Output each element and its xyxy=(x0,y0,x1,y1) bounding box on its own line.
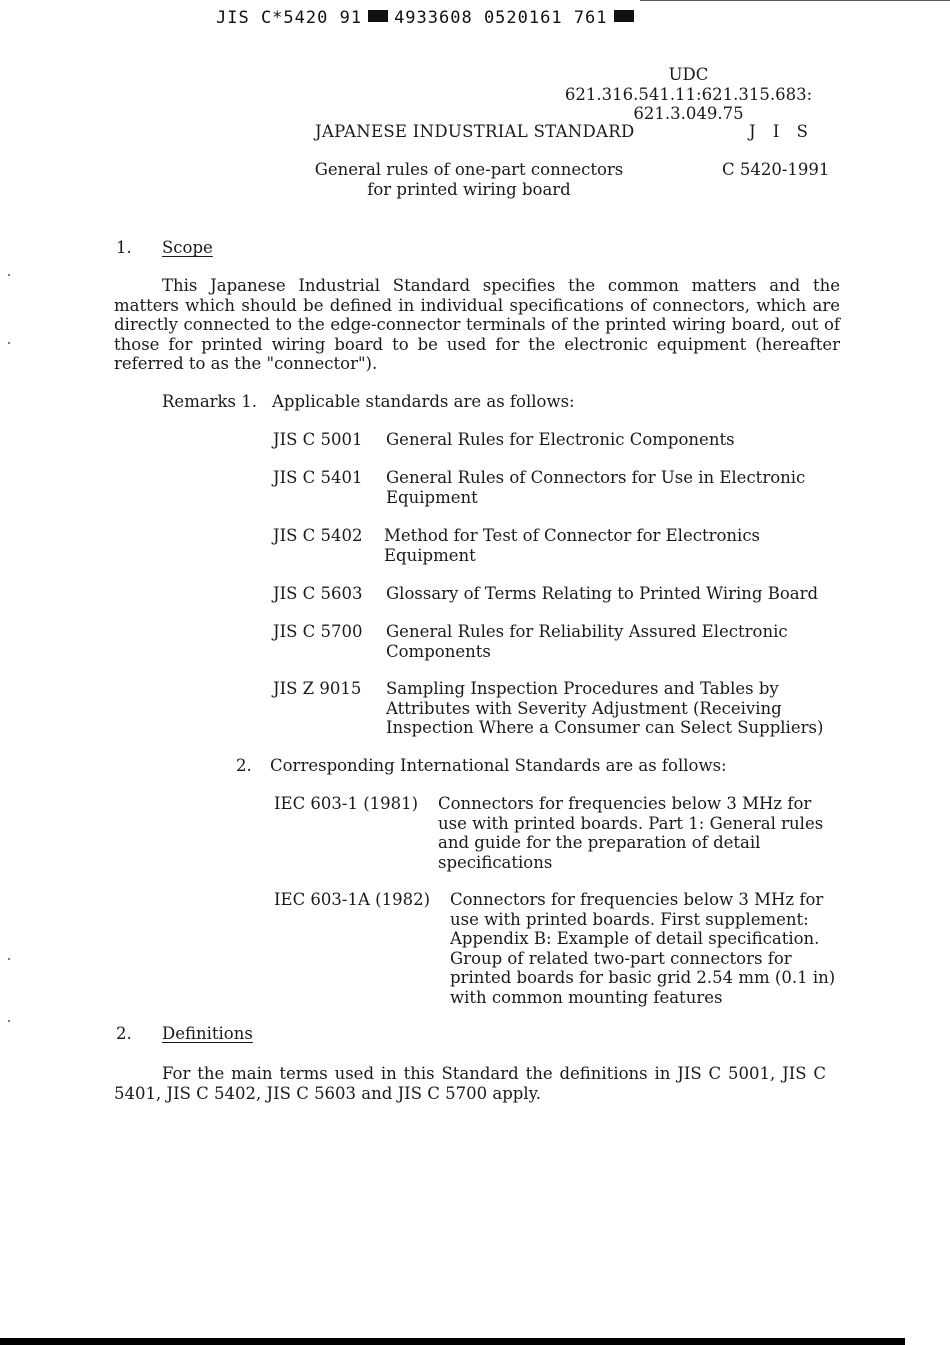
standard-name: JAPANESE INDUSTRIAL STANDARD xyxy=(315,122,635,141)
section2-title: Definitions xyxy=(162,1024,253,1043)
iec-title: Connectors for frequencies below 3 MHz for use with printed boards. First supplement: Appendix B: Example of detail specification. Group of related two-part connectors for printed boards for basic grid 2.54 mm (0.1 in) with common mounting features xyxy=(450,890,836,1007)
section1-title: Scope xyxy=(162,238,213,257)
black-block-mark xyxy=(614,10,634,22)
ref-title: Glossary of Terms Relating to Printed Wiring Board xyxy=(386,584,819,603)
iec-code: IEC 603-1 (1981) xyxy=(274,794,419,813)
ref-code: JIS C 5401 xyxy=(273,468,363,487)
udc-line1: UDC 621.316.541.11:621.315.683: xyxy=(564,65,813,104)
iec-code: IEC 603-1A (1982) xyxy=(274,890,431,909)
iec-title: Connectors for frequencies below 3 MHz for use with printed boards. Part 1: General rules and guide for the preparation of detail specifications xyxy=(438,794,824,872)
section1-number: 1. xyxy=(116,238,132,257)
title-line1: General rules of one-part connectors xyxy=(314,160,624,179)
ref-code: JIS C 5700 xyxy=(273,622,363,641)
remarks2-number: 2. xyxy=(236,756,252,775)
ref-code: JIS C 5001 xyxy=(273,430,363,449)
ref-title: General Rules for Reliability Assured Electronic Components xyxy=(386,622,788,661)
scan-speck xyxy=(8,274,10,276)
udc-classification xyxy=(552,65,825,124)
ref-code: JIS C 5603 xyxy=(273,584,363,603)
ref-title: Method for Test of Connector for Electronics Equipment xyxy=(384,526,761,565)
remarks1-text: Applicable standards are as follows: xyxy=(272,392,575,411)
bottom-scan-bar xyxy=(0,1338,905,1345)
section1-body xyxy=(114,276,840,374)
section2-body xyxy=(114,1064,826,1103)
scan-speck xyxy=(8,1020,10,1022)
ref-title: Sampling Inspection Procedures and Tables by Attributes with Severity Adjustment (Receiving Inspection Where a Consumer can Select Suppliers) xyxy=(386,679,824,737)
scan-speck xyxy=(8,342,10,344)
black-block-mark xyxy=(368,10,388,22)
top-edge-line xyxy=(640,0,950,1)
scan-speck xyxy=(8,958,10,960)
header-code-b: 4933608 0520161 761 xyxy=(394,8,608,28)
document-code-header xyxy=(216,9,640,29)
ref-title: General Rules of Connectors for Use in Electronic Equipment xyxy=(386,468,806,507)
ref-code: JIS Z 9015 xyxy=(273,679,362,698)
remarks2-text: Corresponding International Standards are as follows: xyxy=(270,756,727,775)
title-line2: for printed wiring board xyxy=(367,179,571,199)
section2-number: 2. xyxy=(116,1024,132,1043)
document-title xyxy=(300,160,638,199)
standard-code: C 5420-1991 xyxy=(722,160,830,179)
ref-title: General Rules for Electronic Components xyxy=(386,430,735,449)
jis-mark: J I S xyxy=(749,122,814,141)
section2-paragraph: For the main terms used in this Standard the definitions in JIS C 5001, JIS C 5401, JIS C 5402, JIS C 5603 and JIS C 5700 apply. xyxy=(114,1064,826,1103)
header-code-a: JIS C*5420 91 xyxy=(216,8,363,28)
remarks-label: Remarks 1. xyxy=(162,392,258,411)
udc-line2: 621.3.049.75 xyxy=(633,104,744,123)
ref-code: JIS C 5402 xyxy=(273,526,363,545)
section1-paragraph: This Japanese Industrial Standard specifies the common matters and the matters which should be defined in individual specifications of connectors, which are directly connected to the edge-connector terminals of the printed wiring board, out of those for printed wiring board to be used for the electronic equipment (hereafter referred to as the "connector"). xyxy=(114,276,840,373)
